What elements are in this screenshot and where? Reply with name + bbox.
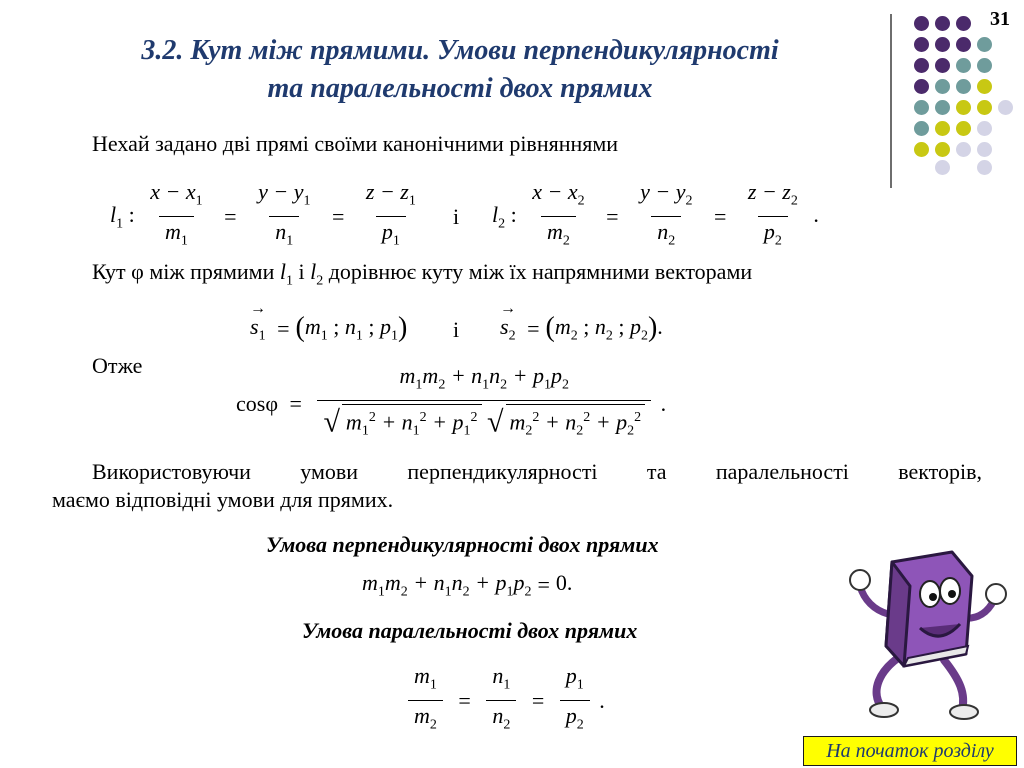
angle-text-part3: дорівнює куту між їх напрямними векторами [323, 259, 753, 284]
vector-s1: → $s_1 = (m_1$ ; $n_1$ ; $p_1$) [250, 312, 407, 344]
using-conditions-text [52, 458, 982, 514]
decor-dot [956, 58, 971, 73]
go-to-section-start-button[interactable]: На початок розділу [803, 736, 1017, 766]
decor-dot [935, 160, 950, 175]
conjunction-i: і [453, 204, 460, 229]
decor-dot [977, 100, 992, 115]
decor-dot [977, 160, 992, 175]
slide-title [40, 32, 880, 108]
decor-dot [998, 100, 1013, 115]
line-l2-equation: $l_2$ : $\frac{x - x_2}{m_2}$ = $\frac{y - y_2}{n_2}$ = $\frac{z - z_2}{p_2}$ . [492, 180, 819, 254]
decor-dot [914, 100, 929, 115]
cos-phi-formula: cosφ = $\frac{m_1m_2 + n_1n_2 + p_1p_2}{√ m_1^2 + n_1^2 + p_1^2 √ m_2^2 + n_2^2 + p_2^2}$ . [236, 364, 666, 444]
conjunction-i-2: і [453, 317, 460, 342]
decor-dot [956, 37, 971, 52]
otzhe-text: Отже [92, 353, 143, 378]
decor-dot [977, 121, 992, 136]
parallel-heading: Умова паралельності двох прямих [302, 618, 638, 643]
decor-dot [914, 16, 929, 31]
decor-dot [977, 58, 992, 73]
decor-divider-line [890, 14, 892, 188]
perpendicular-heading: Умова перпендикулярності двох прямих [266, 532, 659, 557]
decor-dot [935, 142, 950, 157]
purple-book-mascot-icon [848, 542, 1010, 720]
title-line-1: 3.2. Кут між прямими. Умови перпендикулярності [141, 35, 779, 66]
decor-dot [935, 79, 950, 94]
title-line-2: та паралельності двох прямих [267, 73, 653, 104]
decor-dot [977, 79, 992, 94]
decor-dot [935, 58, 950, 73]
angle-text-part1: Кут φ між прямими [92, 259, 280, 284]
decor-dot [914, 58, 929, 73]
parallel-condition: $\frac{m_1}{m_2}$ = $\frac{n_1}{n_2}$ = $\frac{p_1}{p_2}$ . [404, 664, 605, 738]
using-text-line1: Використовуючи умови перпендикулярності та паралельності векторів, [92, 459, 982, 484]
angle-text-part2: і [292, 259, 311, 284]
decor-dot [914, 79, 929, 94]
decor-dot [935, 37, 950, 52]
decor-dot [956, 142, 971, 157]
decor-dot [956, 79, 971, 94]
vector-s2: → $s_2 = (m_2$ ; $n_2$ ; $p_2$). [500, 312, 663, 344]
decor-dot [914, 37, 929, 52]
decor-dot [956, 100, 971, 115]
decor-dot [935, 121, 950, 136]
intro-text: Нехай задано дві прямі своїми канонічними рівняннями [92, 131, 619, 156]
decor-dot [956, 121, 971, 136]
decor-dot [914, 121, 929, 136]
angle-text: Кут φ між прямими $l_1$ і $l_2$ дорівнює куту між їх напрямними векторами [92, 259, 753, 289]
decor-dot [914, 142, 929, 157]
page-number: 31 [990, 8, 1010, 30]
decor-dot [935, 16, 950, 31]
using-text-line2: маємо відповідні умови для прямих. [52, 487, 394, 512]
decor-dot [935, 100, 950, 115]
decor-dot [977, 142, 992, 157]
decor-dot-grid [900, 14, 1020, 164]
perpendicular-condition: $m_1m_2 + n_1n_2 + p_1p_2 = 0$. [362, 570, 573, 600]
line-l1-equation: $l_1$ : $\frac{x - x_1}{m_1}$ = $\frac{y - y_1}{n_1}$ = $\frac{z - z_1}{p_1}$ [110, 180, 426, 254]
decor-dot [977, 37, 992, 52]
decor-dot [956, 16, 971, 31]
